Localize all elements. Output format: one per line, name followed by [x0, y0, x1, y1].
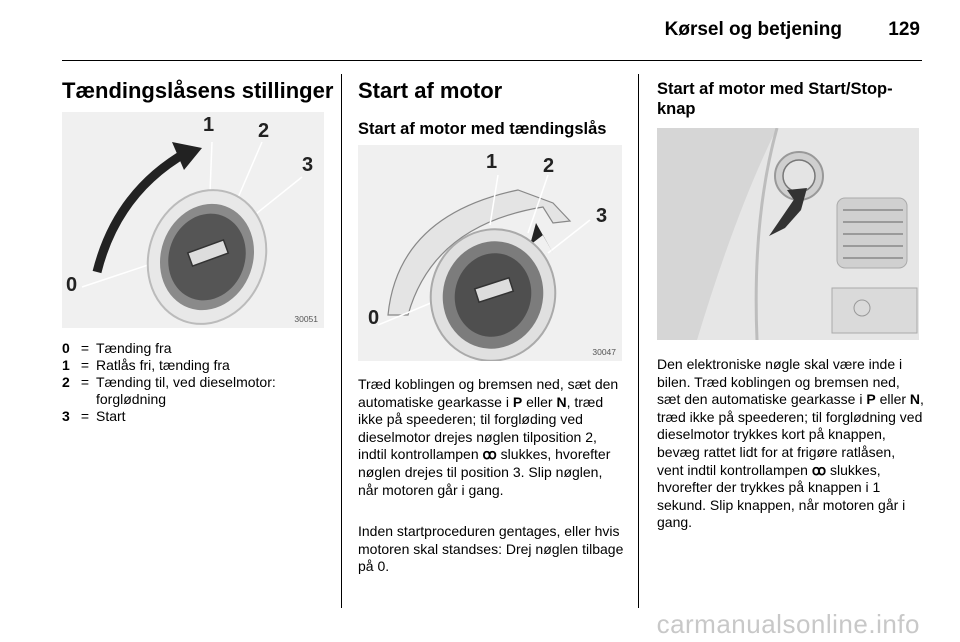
col2-paragraph-1: Træd koblingen og bremsen ned, sæt den automatiske gearkasse i P eller N, træd ikke på speederen; til forgløding ved dieselmotor drejes nøglen tilposition 2, indtil kontrollampen ꝏ slukkes, hvorefter nøglen drejes til position 3. Slip nøglen, når motoren går i gang.	[358, 376, 619, 498]
legend-key: 0	[62, 340, 70, 356]
legend-equals: =	[80, 357, 90, 373]
figure-label-0: 0	[368, 307, 380, 329]
legend-text: Tænding til, ved dieselmotor: forglødning	[96, 374, 276, 407]
legend-row	[62, 408, 332, 425]
legend-text: Start	[96, 408, 126, 424]
legend-equals: =	[80, 340, 90, 356]
legend-key: 2	[62, 374, 70, 390]
col2-paragraph-2: Inden startproceduren gentages, eller hvis motoren skal standses: Drej nøglen tilbage på 0.	[358, 523, 624, 575]
legend-row	[62, 340, 332, 357]
column-divider-1	[341, 74, 342, 608]
figure-number: 30051	[294, 314, 318, 324]
start-stop-button-figure	[657, 128, 919, 340]
col2-heading: Start af motor	[358, 78, 503, 103]
col3-paragraph-1: Den elektroniske nøgle skal være inde i bilen. Træd koblingen og bremsen ned, sæt den automatiske gearkasse i P eller N, træd ikke på speederen; til forglødning ved dieselmotor trykkes kort på knappen, bevæg rattet lidt for at frigøre ratlåsen, vent indtil kontrollampen ꝏ slukkes, hvorefter der trykkes på knappen i 1 sekund. Slip knappen, når motoren går i gang.	[657, 356, 924, 531]
figure-label-1: 1	[486, 151, 498, 173]
figure-number: 30047	[592, 347, 616, 357]
start-stop-illustration	[657, 128, 919, 340]
legend-text: Ratlås fri, tænding fra	[96, 357, 230, 373]
legend-key: 1	[62, 357, 70, 373]
col1-heading: Tændingslåsens stillinger	[62, 78, 334, 103]
legend-row	[62, 374, 332, 408]
figure-label-0: 0	[66, 274, 78, 296]
col2-subheading: Start af motor med tændingslås	[358, 120, 607, 138]
figure-label-3: 3	[596, 205, 608, 227]
position-legend	[62, 340, 332, 425]
figure-label-2: 2	[258, 120, 270, 142]
figure-label-1: 1	[203, 114, 215, 136]
page-number: 129	[888, 19, 920, 40]
legend-equals: =	[80, 374, 90, 390]
legend-equals: =	[80, 408, 90, 424]
ignition-start-figure	[358, 145, 622, 361]
ignition-lock-illustration	[62, 112, 324, 328]
column-divider-2	[638, 74, 639, 608]
ignition-start-illustration	[358, 145, 622, 361]
figure-label-3: 3	[302, 154, 314, 176]
legend-row	[62, 357, 332, 374]
watermark: carmanualsonline.info	[656, 609, 920, 639]
figure-label-2: 2	[543, 155, 555, 177]
ignition-positions-figure	[62, 112, 324, 328]
col3-heading: Start af motor med Start/Stop-knap	[657, 80, 893, 118]
glow-plug-lamp-icon: ꝏ	[482, 446, 497, 463]
glow-plug-lamp-icon: ꝏ	[811, 461, 827, 478]
header-divider	[62, 60, 922, 61]
legend-text: Tænding fra	[96, 340, 172, 356]
legend-key: 3	[62, 408, 70, 424]
running-header-title: Kørsel og betjening	[664, 19, 842, 40]
